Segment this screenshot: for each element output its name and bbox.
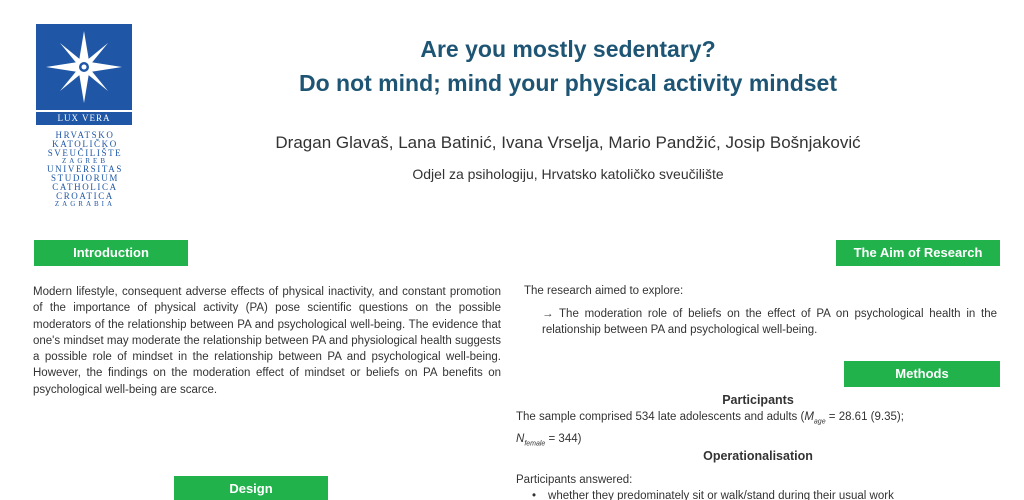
participants-answered: Participants answered: [516,474,633,486]
authors: Dragan Glavaš, Lana Batinić, Ivana Vrselja, Mario Pandžić, Josip Bošnjaković [275,133,861,152]
university-logo [36,24,134,208]
participants-heading: Participants [722,393,794,407]
affiliation: Odjel za psihologiju, Hrvatsko katoličko sveučilište [412,166,724,182]
methods-header: Methods [844,361,1000,387]
introduction-header: Introduction [34,240,188,266]
star-emblem-icon [36,24,132,110]
operationalisation-list [532,488,1002,500]
aim-intro: The research aimed to explore: [524,285,684,297]
list-item: • whether they predominately sit or walk/stand during their usual work [532,488,1002,500]
poster-title-line-2: Do not mind; mind your physical activity mindset [298,70,838,96]
aim-point: → The moderation role of beliefs on the effect of PA on psychological health in the relationship between PA and psychological well-being. [542,308,997,337]
poster-title-line-1: Are you mostly sedentary? [420,36,716,62]
design-header: Design [174,476,328,500]
operationalisation-heading: Operationalisation [703,449,813,463]
introduction-text: Modern lifestyle, consequent adverse effects of physical inactivity, and constant promotion of the importance of physical activity (PA) pose scientific questions on the possible moderators of the relationship between PA and psychological well-being. The evidence that one's mindset may moderate the relationship between PA and physiological health suggests a possible role of mindset in the relationship between PA and psychological well-being. However, the findings on the moderation effect of mindset or beliefs on PA benefits on psychological well-being are scarce. [33,286,501,396]
sample-description: The sample comprised 534 late adolescents and adults ($M_{age} = 28.61$ (9.35); $N_{female} = 344$) [516,411,904,447]
logo-text: HRVATSKO KATOLIČKO SVEUČILIŠTE ZAGREB UNIVERSITAS STUDIORUM CATHOLICA CROATICA ZAGRABIA [47,130,123,208]
logo-motto: LUX VERA [36,112,132,125]
aim-header: The Aim of Research [836,240,1000,266]
